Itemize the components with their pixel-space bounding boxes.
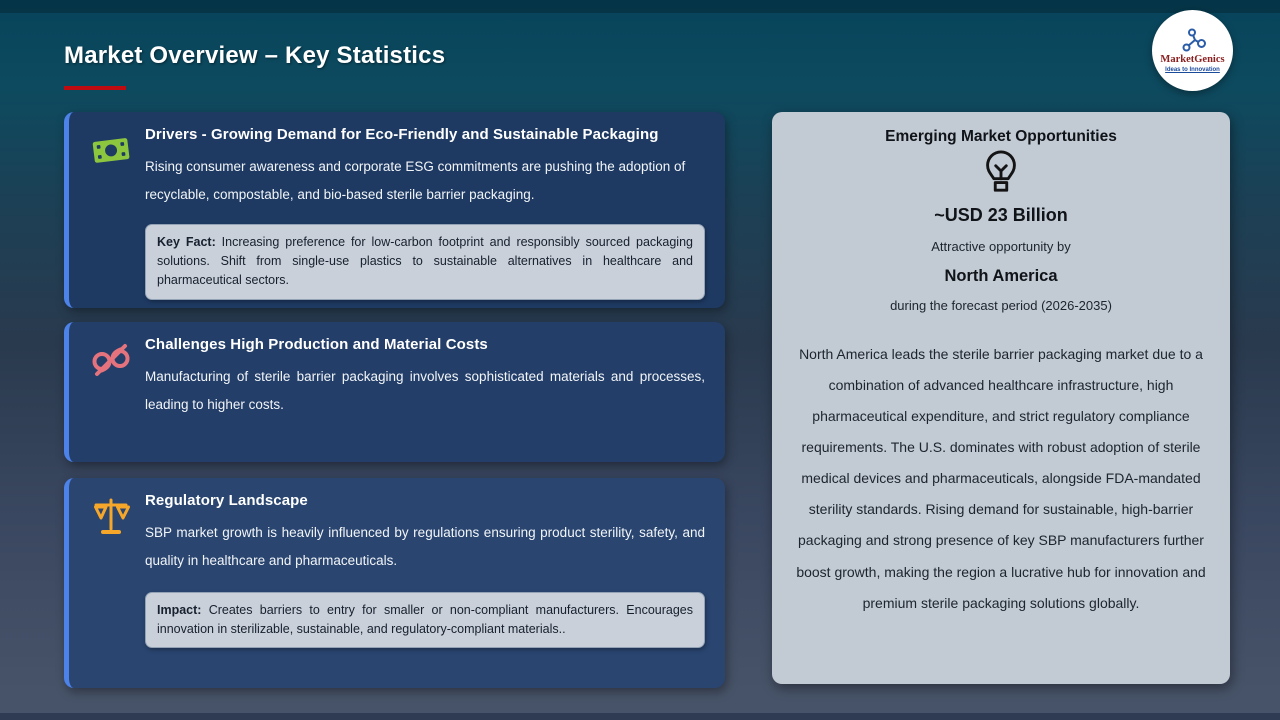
impact-label: Impact:	[157, 602, 202, 617]
challenges-body: Manufacturing of sterile barrier packaging involves sophisticated materials and processes, leading to higher costs.	[145, 369, 705, 413]
regulatory-card	[64, 478, 725, 688]
bottom-edge-strip	[0, 713, 1280, 720]
lightbulb-icon	[784, 148, 1218, 201]
emerging-opportunities-panel	[772, 112, 1230, 684]
molecule-network-icon	[1178, 27, 1208, 54]
marketgenics-logo	[1152, 10, 1233, 91]
scales-of-justice-icon	[89, 494, 133, 538]
drivers-heading: Drivers - Growing Demand for Eco-Friendly and Sustainable Packaging	[145, 126, 659, 143]
key-fact-label: Key Fact:	[157, 234, 216, 249]
page-title: Market Overview – Key Statistics	[64, 42, 446, 69]
regulatory-body: SBP market growth is heavily influenced by regulations ensuring product sterility, safety, and quality in healthcare and pharmaceuticals.	[145, 525, 705, 569]
opportunity-value: ~USD 23 Billion	[934, 205, 1068, 225]
region-description: North America leads the sterile barrier packaging market due to a combination of advanced healthcare infrastructure, high pharmaceutical expenditure, and strict regulatory compliance requirements. The U.S. dominates with robust adoption of sterile medical devices and pharmaceuticals, alongside FDA-mandated sterility standards. Rising demand for sustainable, high-barrier packaging and strong presence of key SBP manufacturers further boost growth, making the region a lucrative hub for innovation and premium sterile packaging solutions globally.	[796, 346, 1206, 611]
opportunity-subtitle: Attractive opportunity by	[931, 239, 1071, 254]
opportunities-heading: Emerging Market Opportunities	[885, 128, 1117, 145]
challenges-heading: Challenges High Production and Material Costs	[145, 336, 488, 353]
title-accent-underline	[64, 86, 126, 90]
forecast-period: during the forecast period (2026-2035)	[890, 298, 1112, 313]
challenges-card	[64, 322, 725, 462]
key-fact-text: Increasing preference for low-carbon footprint and responsibly sourced packaging solutions. Shift from single-use plastics to sustainable alternatives in healthcare and pharmaceutical sectors.	[157, 234, 693, 288]
top-edge-strip	[0, 0, 1280, 13]
logo-tagline: Ideas to Innovation	[1165, 66, 1220, 73]
impact-text: Creates barriers to entry for smaller or non-compliant manufacturers. Encourages innovation in sterilizable, sustainable, and regulatory-compliant materials..	[157, 602, 693, 637]
drivers-card	[64, 112, 725, 308]
key-fact-callout	[145, 224, 705, 300]
money-banknote-icon	[89, 128, 133, 172]
crossed-knot-icon	[89, 338, 133, 382]
logo-name: MarketGenics	[1160, 54, 1225, 66]
drivers-body: Rising consumer awareness and corporate ESG commitments are pushing the adoption of recyclable, compostable, and bio-based sterile barrier packaging.	[145, 159, 686, 203]
opportunity-region: North America	[944, 267, 1058, 285]
impact-callout	[145, 592, 705, 649]
regulatory-heading: Regulatory Landscape	[145, 492, 308, 509]
